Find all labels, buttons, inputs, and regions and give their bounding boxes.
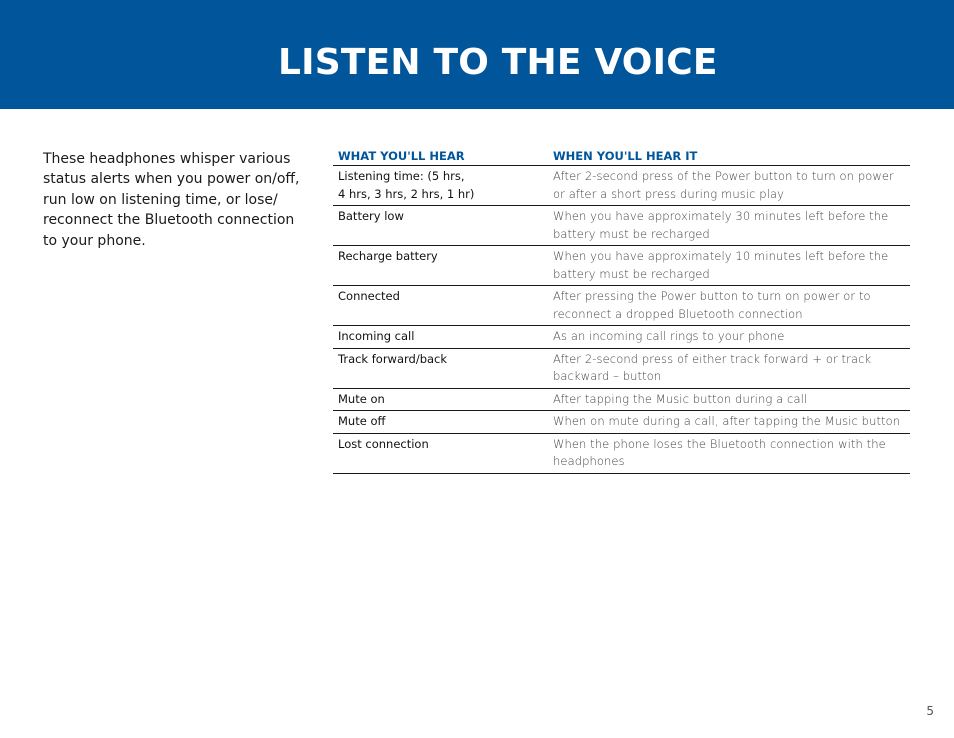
hear-cell: Mute off — [333, 411, 548, 434]
column-header-when: WHEN YOU'LL HEAR IT — [548, 147, 910, 166]
when-cell: After pressing the Power button to turn on power or to reconnect a dropped Bluetooth connection — [548, 286, 910, 326]
page-number: 5 — [926, 704, 934, 718]
when-cell: When you have approximately 30 minutes left before the battery must be recharged — [548, 206, 910, 246]
voice-alerts-table — [333, 147, 910, 474]
hear-text-line-1: Listening time: (5 hrs, — [338, 169, 465, 183]
table-row — [333, 433, 910, 473]
table-row — [333, 286, 910, 326]
hear-cell: Track forward/back — [333, 348, 548, 388]
page-title: LISTEN TO THE VOICE — [278, 42, 718, 83]
hear-cell: Recharge battery — [333, 246, 548, 286]
table-row — [333, 326, 910, 349]
table-header-row — [333, 147, 910, 166]
column-header-what: WHAT YOU'LL HEAR — [333, 147, 548, 166]
header-band — [0, 0, 954, 109]
hear-cell: Incoming call — [333, 326, 548, 349]
when-cell: When you have approximately 10 minutes left before the battery must be recharged — [548, 246, 910, 286]
table-row — [333, 246, 910, 286]
when-cell: After 2-second press of the Power button to turn on power or after a short press during music play — [548, 166, 910, 206]
hear-cell: Mute on — [333, 388, 548, 411]
table-row — [333, 206, 910, 246]
when-cell: When on mute during a call, after tapping the Music button — [548, 411, 910, 434]
hear-text-line-2: 4 hrs, 3 hrs, 2 hrs, 1 hr) — [338, 186, 475, 201]
intro-paragraph: These headphones whisper various status alerts when you power on/off, run low on listening time, or lose/ reconnect the Bluetooth connection to your phone. — [43, 151, 300, 249]
table-row — [333, 411, 910, 434]
hear-cell: Lost connection — [333, 433, 548, 473]
when-cell: When the phone loses the Bluetooth connection with the headphones — [548, 433, 910, 473]
when-cell: As an incoming call rings to your phone — [548, 326, 910, 349]
when-cell: After 2-second press of either track forward + or track backward – button — [548, 348, 910, 388]
hear-cell: Battery low — [333, 206, 548, 246]
hear-cell: Connected — [333, 286, 548, 326]
hear-cell — [333, 166, 548, 206]
table-row — [333, 166, 910, 206]
when-cell: After tapping the Music button during a call — [548, 388, 910, 411]
table-row — [333, 388, 910, 411]
table-row — [333, 348, 910, 388]
